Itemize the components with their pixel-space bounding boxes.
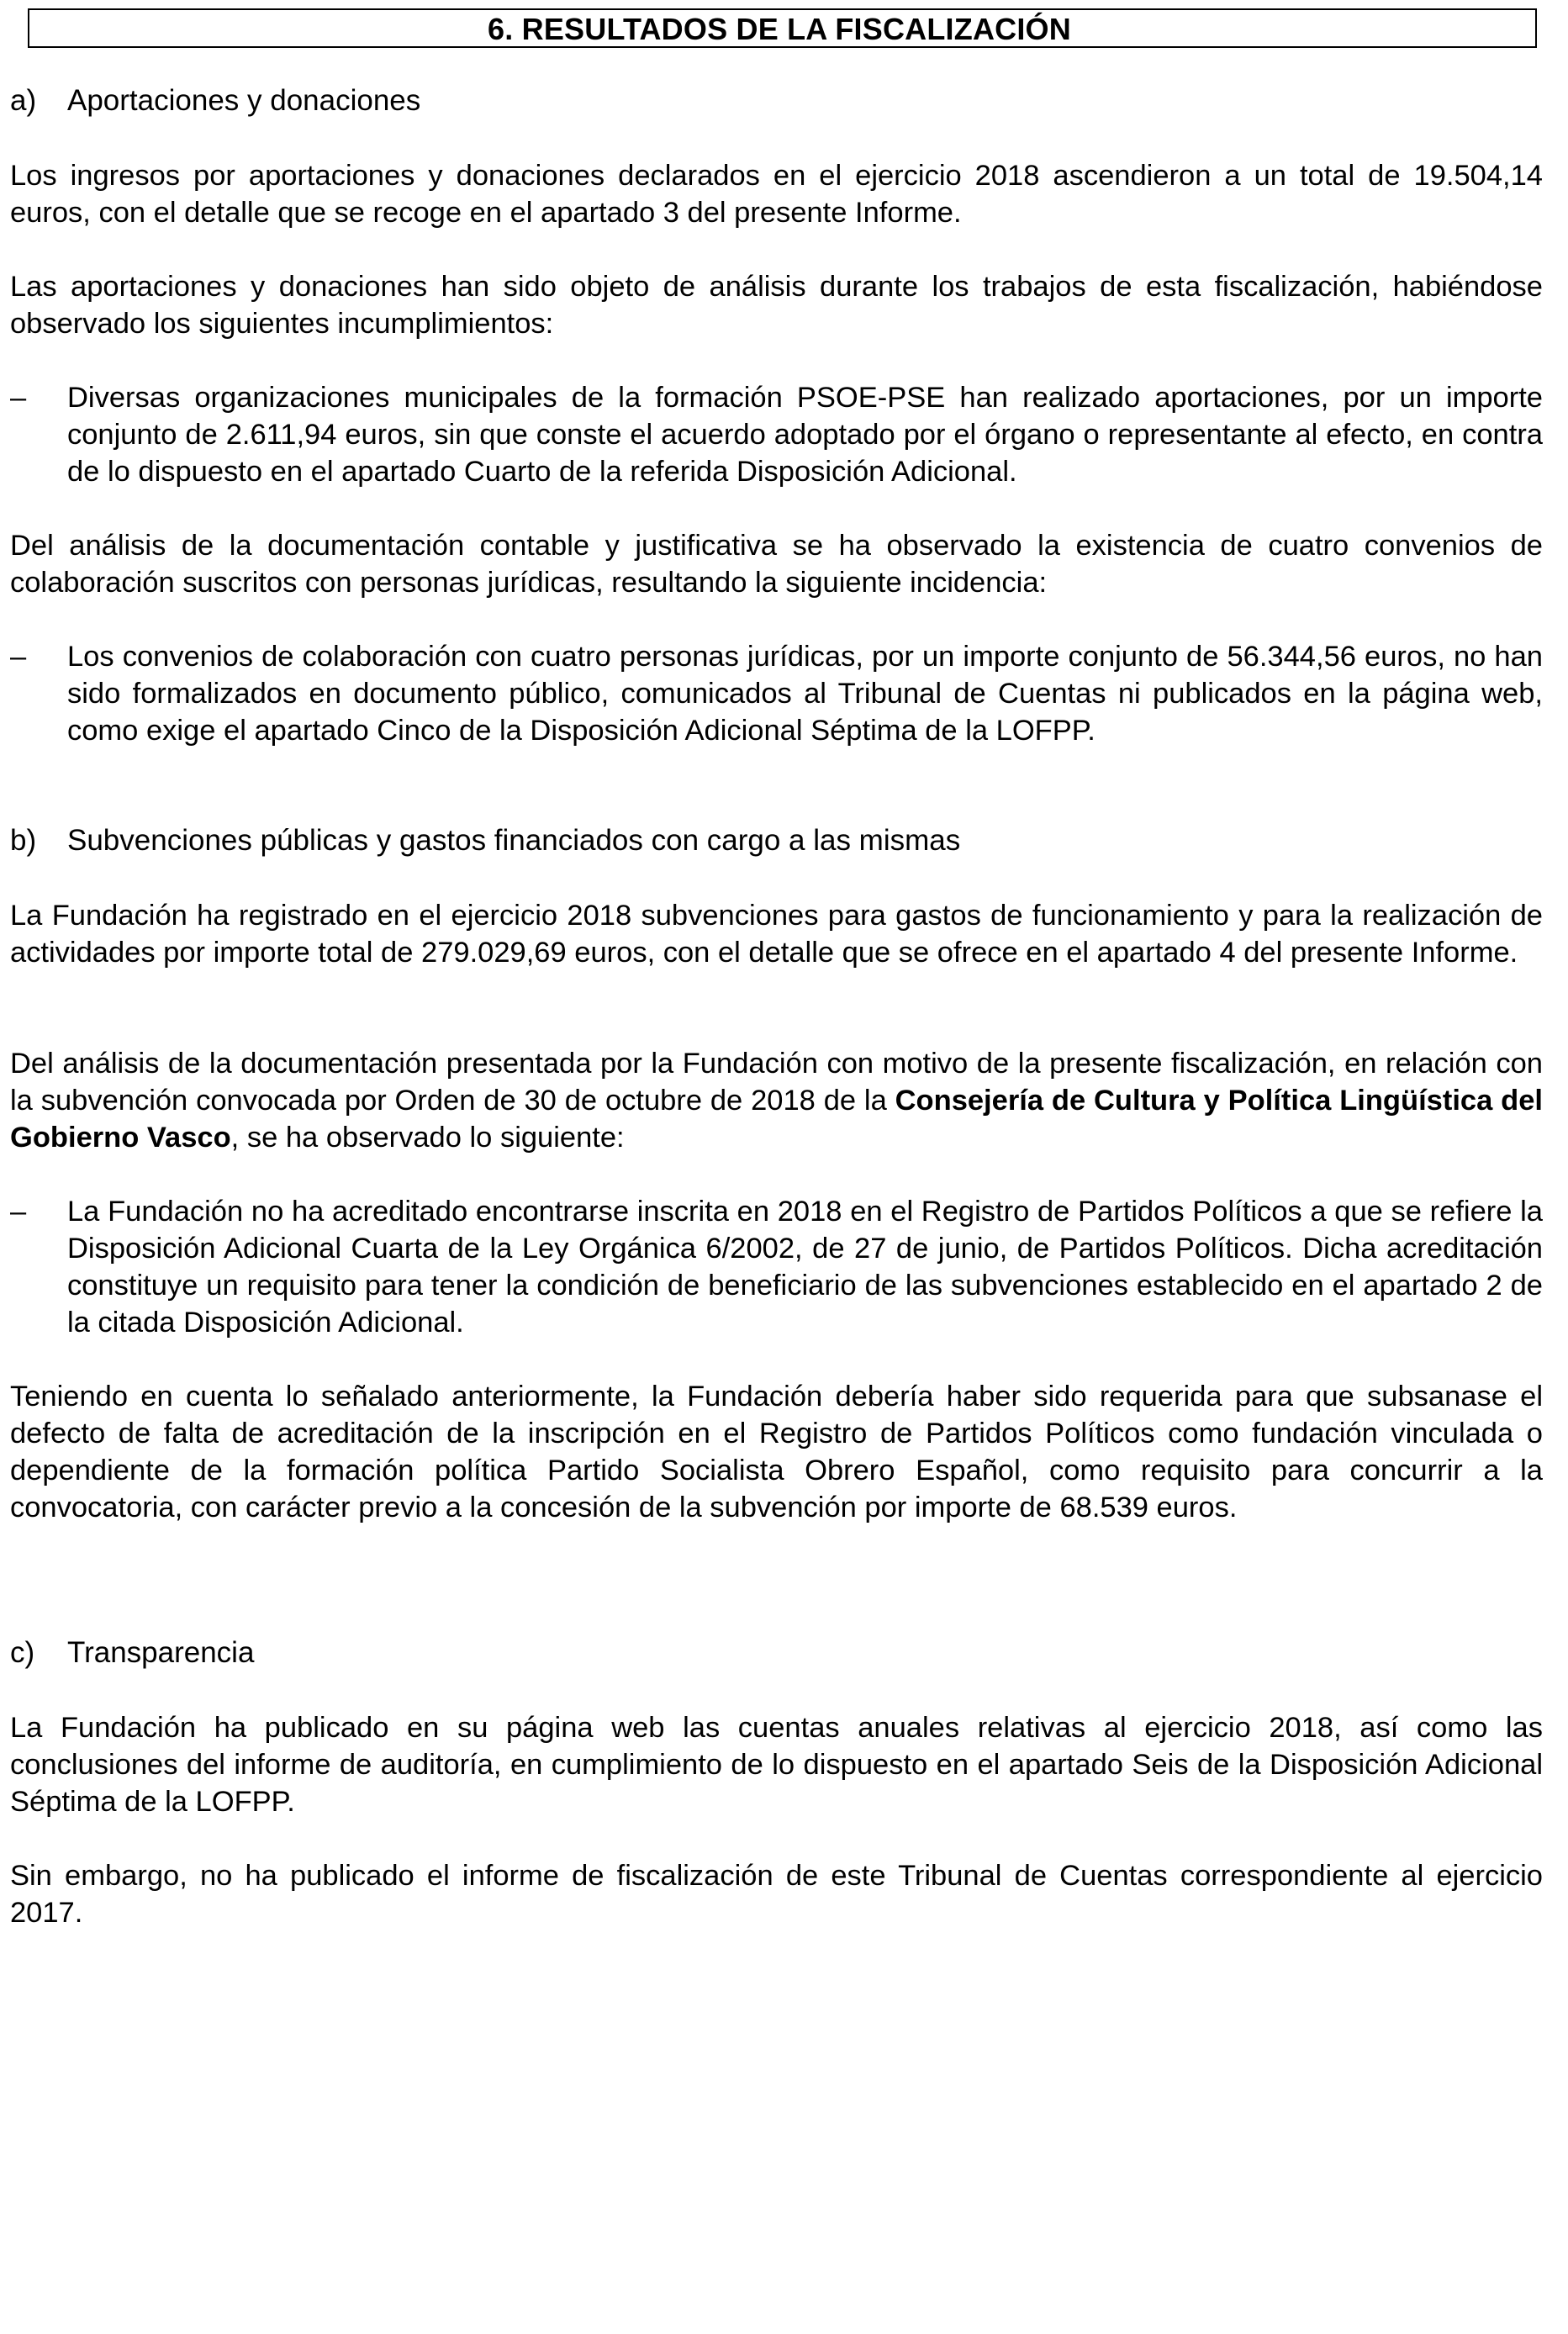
dash-bullet-icon: – <box>10 1196 27 1228</box>
section-c-heading <box>10 1636 254 1670</box>
section-b-paragraph-3: Teniendo en cuenta lo señalado anteriormente, la Fundación debería haber sido requerida para que subsanase el defecto de falta de acreditación de la inscripción en el Registro de Partidos Políticos como fundación vinculada o dependiente de la formación política Partido Socialista Obrero Español, como requisito para concurrir a la convocatoria, con carácter previo a la concesión de la subvención por importe de 68.539 euros. <box>10 1381 1543 1523</box>
section-c-paragraph-2: Sin embargo, no ha publicado el informe de fiscalización de este Tribunal de Cuentas correspondiente al ejercicio 2017. <box>10 1860 1543 1929</box>
dash-bullet-icon: – <box>10 382 27 414</box>
section-b-bullet-1-text: La Fundación no ha acreditado encontrarse inscrita en 2018 en el Registro de Partidos Políticos a que se refiere la Disposición Adicional Cuarta de la Ley Orgánica 6/2002, de 27 de junio, de Partidos Políticos. Dicha acreditación constituye un requisito para tener la condición de beneficiario de las subvenciones establecido en el apartado 2 de la citada Disposición Adicional. <box>67 1196 1543 1339</box>
section-title-box <box>28 8 1537 48</box>
section-b-bullet-1 <box>10 1193 1543 1341</box>
section-b-paragraph-2 <box>10 1045 1543 1156</box>
section-a-paragraph-2: Las aportaciones y donaciones han sido objeto de análisis durante los trabajos de esta fiscalización, habiéndose observado los siguientes incumplimientos: <box>10 271 1543 340</box>
section-a-letter: a) <box>10 84 37 117</box>
section-a-bullet-1-text: Diversas organizaciones municipales de la formación PSOE-PSE han realizado aportaciones, por un importe conjunto de 2.611,94 euros, sin que conste el acuerdo adoptado por el órgano o representante al efecto, en contra de lo dispuesto en el apartado Cuarto de la referida Disposición Adicional. <box>67 382 1543 488</box>
section-a-title: Aportaciones y donaciones <box>67 84 421 117</box>
section-b-title: Subvenciones públicas y gastos financiados con cargo a las mismas <box>67 824 961 857</box>
section-b-paragraph-2-start: Del análisis de la documentación presentada por la Fundación con motivo de la presente fiscalización, en relación con la subvención convocada por Orden de 30 de octubre de 2018 de la <box>10 1048 1543 1117</box>
section-b-paragraph-2-bold: Consejería de Cultura y Política Lingüística del Gobierno Vasco <box>10 1085 1543 1154</box>
section-c-title: Transparencia <box>67 1636 255 1669</box>
section-a-paragraph-1: Los ingresos por aportaciones y donaciones declarados en el ejercicio 2018 ascendieron a un total de 19.504,14 euros, con el detalle que se recoge en el apartado 3 del presente Informe. <box>10 160 1543 229</box>
section-a-bullet-2 <box>10 638 1543 749</box>
dash-bullet-icon: – <box>10 641 27 673</box>
section-c-letter: c) <box>10 1636 35 1669</box>
section-b-paragraph-2-end: , se ha observado lo siguiente: <box>230 1122 625 1154</box>
section-a-bullet-2-text: Los convenios de colaboración con cuatro personas jurídicas, por un importe conjunto de 56.344,56 euros, no han sido formalizados en documento público, comunicados al Tribunal de Cuentas ni publicados en la página web, como exige el apartado Cinco de la Disposición Adicional Séptima de la LOFPP. <box>67 641 1543 747</box>
page-title: 6. RESULTADOS DE LA FISCALIZACIÓN <box>488 12 1071 46</box>
section-b-paragraph-1: La Fundación ha registrado en el ejercicio 2018 subvenciones para gastos de funcionamiento y para la realización de actividades por importe total de 279.029,69 euros, con el detalle que se ofrece en el apartado 4 del presente Informe. <box>10 900 1543 969</box>
section-a-heading <box>10 84 420 118</box>
section-c-paragraph-1: La Fundación ha publicado en su página web las cuentas anuales relativas al ejercicio 2018, así como las conclusiones del informe de auditoría, en cumplimiento de lo dispuesto en el apartado Seis de la Disposición Adicional Séptima de la LOFPP. <box>10 1712 1543 1818</box>
section-b-letter: b) <box>10 824 37 857</box>
section-a-paragraph-3: Del análisis de la documentación contable y justificativa se ha observado la existencia de cuatro convenios de colaboración suscritos con personas jurídicas, resultando la siguiente incidencia: <box>10 530 1543 599</box>
section-b-heading <box>10 824 960 858</box>
section-a-bullet-1 <box>10 379 1543 490</box>
